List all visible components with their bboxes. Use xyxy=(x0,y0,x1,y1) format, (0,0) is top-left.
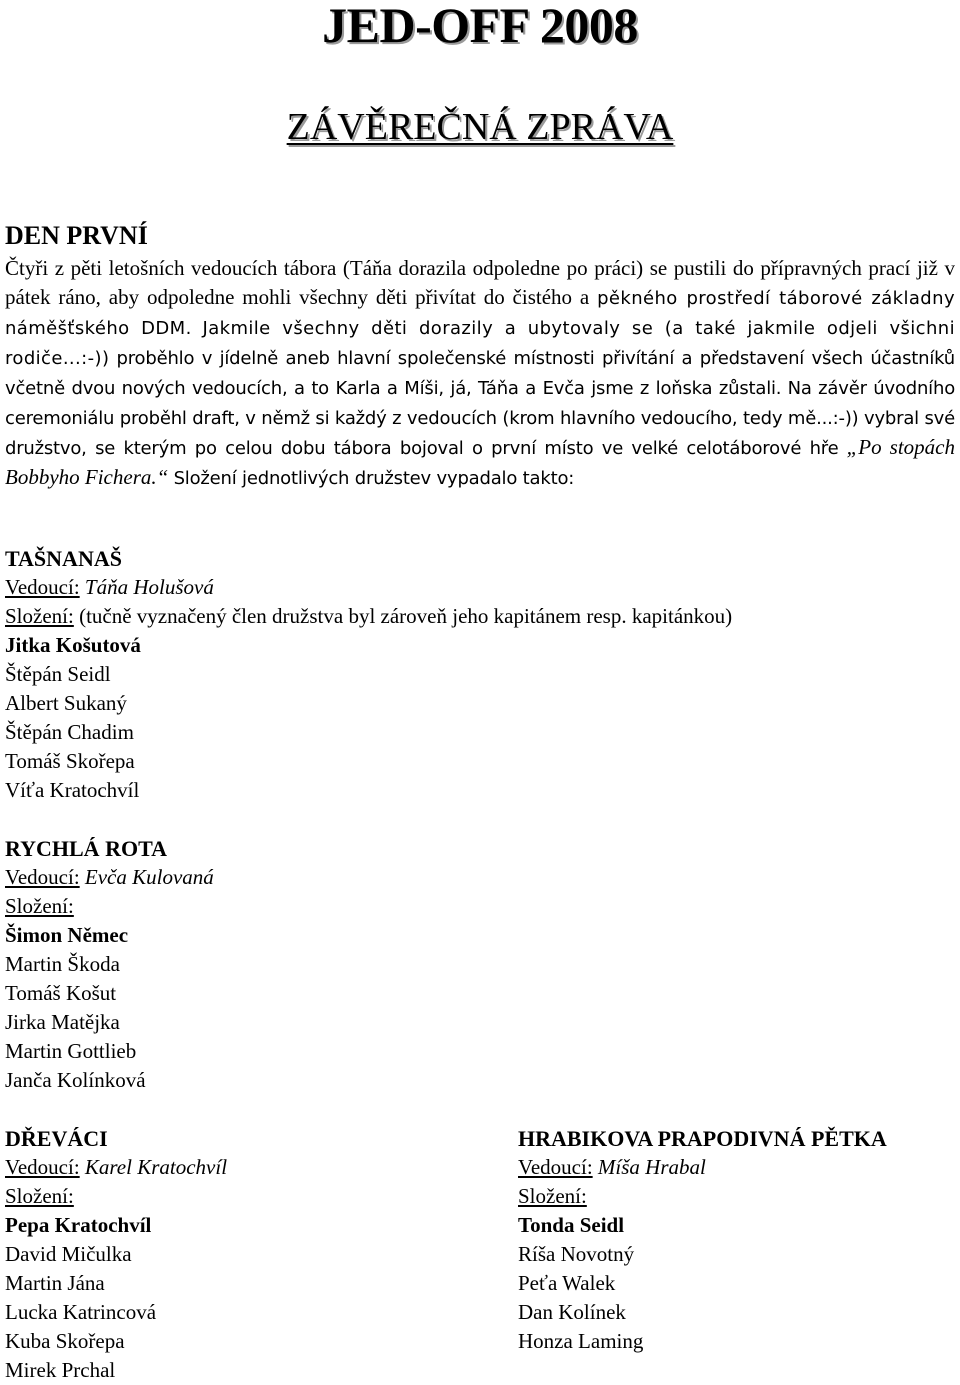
team-member: Honza Laming xyxy=(518,1329,644,1353)
team-block xyxy=(5,1124,227,1385)
team-member: David Mičulka xyxy=(5,1242,132,1266)
team-leader: Karel Kratochvíl xyxy=(84,1155,228,1179)
team-block xyxy=(5,544,732,805)
composition-label: Složení: xyxy=(518,1184,587,1208)
intro-text-6: Složení jednotlivých družstev vypadalo takto: xyxy=(173,468,575,489)
team-block xyxy=(518,1124,887,1356)
team-leader-line xyxy=(5,1153,227,1182)
team-member: Janča Kolínková xyxy=(5,1068,146,1092)
team-composition-line xyxy=(5,1182,227,1211)
team-captain: Pepa Kratochvíl xyxy=(5,1213,152,1237)
intro-text-4: proběhlo v jídelně aneb hlavní společenské místnosti přivítání a představení všech účastníků včetně dvou nových vedoucích, a to Karla a Míši, já, Táňa a Evča jsme z loňska zůstali. xyxy=(5,348,955,399)
composition-label: Složení: xyxy=(5,604,74,628)
team-leader: Táňa Holušová xyxy=(84,575,214,599)
team-member: Martin Jána xyxy=(5,1271,105,1295)
team-name: DŘEVÁCI xyxy=(5,1126,108,1151)
team-leader-line xyxy=(518,1153,887,1182)
composition-label: Složení: xyxy=(5,894,74,918)
composition-note: (tučně vyznačený člen družstva byl zároveň jeho kapitánem resp. kapitánkou) xyxy=(79,604,733,628)
team-member: Tomáš Košut xyxy=(5,981,117,1005)
document-title: JED-OFF 2008 xyxy=(322,0,638,53)
team-member: Kuba Skořepa xyxy=(5,1329,125,1353)
leader-label: Vedoucí: xyxy=(5,575,80,599)
team-name: RYCHLÁ ROTA xyxy=(5,836,167,861)
team-member: Štěpán Seidl xyxy=(5,662,111,686)
game-name: „Po stopách Bobbyho Fichera.“ xyxy=(5,435,955,489)
intro-text-2: pěkného prostředí táborové základny náměšťského DDM. xyxy=(5,288,955,339)
team-composition-line xyxy=(5,602,732,631)
team-name: TAŠNANAŠ xyxy=(5,546,122,571)
team-member: Jirka Matějka xyxy=(5,1010,120,1034)
team-member: Víťa Kratochvíl xyxy=(5,778,140,802)
team-leader-line xyxy=(5,863,214,892)
composition-label: Složení: xyxy=(5,1184,74,1208)
team-block xyxy=(5,834,214,1095)
team-composition-line xyxy=(5,892,214,921)
team-composition-line xyxy=(518,1182,887,1211)
section-title: DEN PRVNÍ xyxy=(5,221,148,250)
leader-label: Vedoucí: xyxy=(518,1155,593,1179)
team-captain: Šimon Němec xyxy=(5,923,129,947)
team-member: Albert Sukaný xyxy=(5,691,127,715)
document-subtitle: ZÁVĚREČNÁ ZPRÁVA xyxy=(286,106,674,148)
team-captain: Tonda Seidl xyxy=(518,1213,625,1237)
intro-text-1: Čtyři z pěti letošních vedoucích tábora (Táňa dorazila odpoledne po práci) se pustili do přípravných prací již v pátek ráno, aby odpoledne mohli všechny děti přivítat do čistého a xyxy=(5,256,955,309)
team-name: HRABIKOVA PRAPODIVNÁ PĚTKA xyxy=(518,1126,887,1151)
team-member: Štěpán Chadim xyxy=(5,720,134,744)
intro-paragraph xyxy=(5,254,955,493)
leader-label: Vedoucí: xyxy=(5,1155,80,1179)
team-leader: Míša Hrabal xyxy=(597,1155,706,1179)
team-member: Tomáš Skořepa xyxy=(5,749,135,773)
leader-label: Vedoucí: xyxy=(5,865,80,889)
team-member: Ríša Novotný xyxy=(518,1242,635,1266)
team-member: Martin Škoda xyxy=(5,952,120,976)
team-member: Mirek Prchal xyxy=(5,1358,116,1382)
intro-text-3: Jakmile všechny děti dorazily a ubytovaly se (a také jakmile odjeli všichni rodiče...:-)) xyxy=(5,318,955,369)
team-captain: Jitka Košutová xyxy=(5,633,141,657)
team-leader-line xyxy=(5,573,732,602)
team-member: Dan Kolínek xyxy=(518,1300,626,1324)
intro-text-5: Na závěr úvodního ceremoniálu proběhl draft, v němž si každý z vedoucích (krom hlavního vedoucího, tedy mě...:-)) vybral své družstvo, se kterým po celou dobu tábora bojoval o první místo ve velké celotáborové hře xyxy=(5,378,956,459)
team-member: Martin Gottlieb xyxy=(5,1039,137,1063)
team-member: Peťa Walek xyxy=(518,1271,616,1295)
team-member: Lucka Katrincová xyxy=(5,1300,157,1324)
team-leader: Evča Kulovaná xyxy=(84,865,214,889)
